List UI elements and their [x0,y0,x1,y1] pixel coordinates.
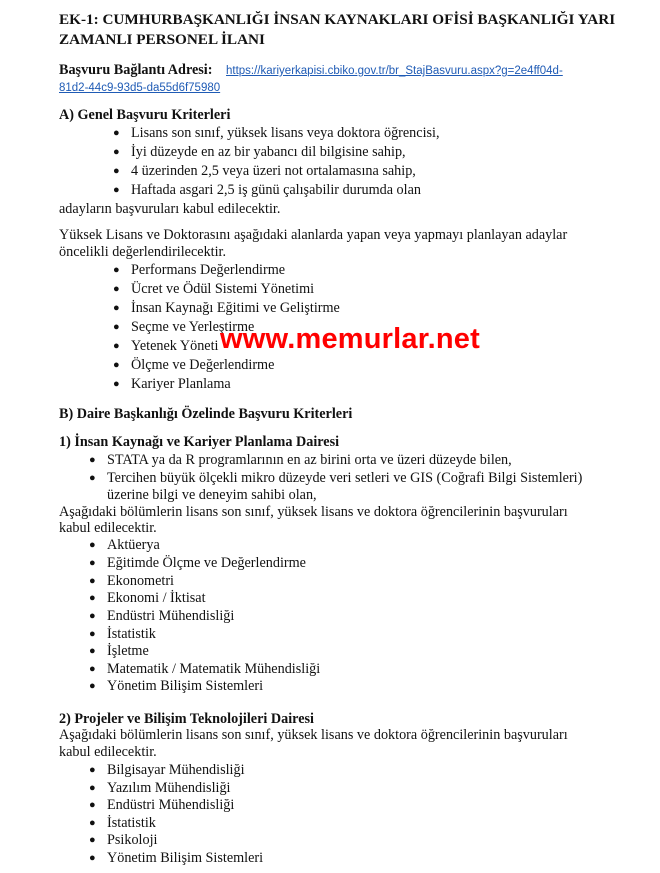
department-text: Ekonomi / İktisat [107,590,206,606]
field-text: İnsan Kaynağı Eğitimi ve Geliştirme [131,300,340,316]
dept2-intro-line1: Aşağıdaki bölümlerin lisans son sınıf, yüksek lisans ve doktora öğrencilerinin başvuruları [59,727,568,743]
department-text: İstatistik [107,815,156,831]
field-text: Performans Değerlendirme [131,262,286,278]
criterion-text: Lisans son sınıf, yüksek lisans veya doktora öğrencisi, [131,125,440,141]
department-text: Yönetim Bilişim Sistemleri [107,850,264,866]
bullet-icon: ● [113,302,120,314]
section-b-heading: B) Daire Başkanlığı Özelinde Başvuru Kriterleri [59,406,353,422]
bullet-icon: ● [89,575,96,587]
bullet-icon: ● [113,340,120,352]
bullet-icon: ● [89,663,96,675]
department-text: Yönetim Bilişim Sistemleri [107,678,264,694]
bullet-icon: ● [113,165,120,177]
bullet-icon: ● [113,127,120,139]
application-link-continued[interactable]: 81d2-44c9-93d5-da55d6f75980 [59,82,221,94]
bullet-icon: ● [89,592,96,604]
bullet-icon: ● [89,834,96,846]
bullet-icon: ● [89,539,96,551]
bullet-icon: ● [89,628,96,640]
department-text: İşletme [107,643,149,659]
requirement-text: Tercihen büyük ölçekli mikro düzeyde veri setleri ve GIS (Coğrafi Bilgi Sistemleri) [107,470,583,486]
field-text: Seçme ve Yerleştirme [131,319,255,335]
bullet-icon: ● [89,680,96,692]
field-text: Ücret ve Ödül Sistemi Yönetimi [131,281,315,297]
priority-paragraph-line1: Yüksek Lisans ve Doktorasını aşağıdaki alanlarda yapan veya yapmayı planlayan adaylar [59,227,568,243]
watermark: www.memurlar.net [220,323,480,355]
document-title-line1: EK-1: CUMHURBAŞKANLIĞI İNSAN KAYNAKLARI OFİSİ BAŞKANLIĞI YARI [59,11,616,28]
dept1-intro-line2: kabul edilecektir. [59,520,157,536]
bullet-icon: ● [113,146,120,158]
bullet-icon: ● [89,817,96,829]
priority-paragraph-line2: öncelikli değerlendirilecektir. [59,244,227,260]
bullet-icon: ● [113,264,120,276]
criterion-text: 4 üzerinden 2,5 veya üzeri not ortalamasına sahip, [131,163,416,179]
field-text: Ölçme ve Değerlendirme [131,357,275,373]
department-text: Bilgisayar Mühendisliği [107,762,245,778]
department-text: Aktüerya [107,537,160,553]
department-text: Endüstri Mühendisliği [107,797,235,813]
department-text: Eğitimde Ölçme ve Değerlendirme [107,555,306,571]
department-text: Psikoloji [107,832,158,848]
requirement-text: STATA ya da R programlarının en az birini orta ve üzeri düzeyde bilen, [107,452,512,468]
bullet-icon: ● [89,645,96,657]
application-label: Başvuru Bağlantı Adresi: [59,62,213,78]
department-text: Matematik / Matematik Mühendisliği [107,661,321,677]
bullet-icon: ● [89,454,96,466]
criterion-text: Haftada asgari 2,5 iş günü çalışabilir durumda olan [131,182,421,198]
bullet-icon: ● [89,557,96,569]
bullet-icon: ● [113,321,120,333]
bullet-icon: ● [89,782,96,794]
bullet-icon: ● [113,359,120,371]
criterion-text: İyi düzeyde en az bir yabancı dil bilgisine sahip, [131,144,406,160]
requirement-text-continued: üzerine bilgi ve deneyim sahibi olan, [107,487,317,503]
department-text: Yazılım Mühendisliği [107,780,231,796]
dept1-heading: 1) İnsan Kaynağı ve Kariyer Planlama Dairesi [59,434,340,450]
department-text: Endüstri Mühendisliği [107,608,235,624]
section-a-heading: A) Genel Başvuru Kriterleri [59,107,231,123]
bullet-icon: ● [89,472,96,484]
field-text: Kariyer Planlama [131,376,231,392]
bullet-icon: ● [89,610,96,622]
bullet-icon: ● [89,764,96,776]
dept2-intro-line2: kabul edilecektir. [59,744,157,760]
application-link[interactable]: https://kariyerkapisi.cbiko.gov.tr/br_StajBasvuru.aspx?g=2e4ff04d- [226,65,563,77]
field-text: Yetenek Yöneti [131,338,219,354]
dept2-heading: 2) Projeler ve Bilişim Teknolojileri Dairesi [59,711,314,727]
bullet-icon: ● [113,283,120,295]
department-text: Ekonometri [107,573,174,589]
criteria-tail: adayların başvuruları kabul edilecektir. [59,201,281,217]
department-text: İstatistik [107,626,156,642]
dept1-intro-line1: Aşağıdaki bölümlerin lisans son sınıf, yüksek lisans ve doktora öğrencilerinin başvuruları [59,504,568,520]
document-title-line2: ZAMANLI PERSONEL İLANI [59,31,265,48]
bullet-icon: ● [89,852,96,864]
bullet-icon: ● [89,799,96,811]
bullet-icon: ● [113,378,120,390]
bullet-icon: ● [113,184,120,196]
